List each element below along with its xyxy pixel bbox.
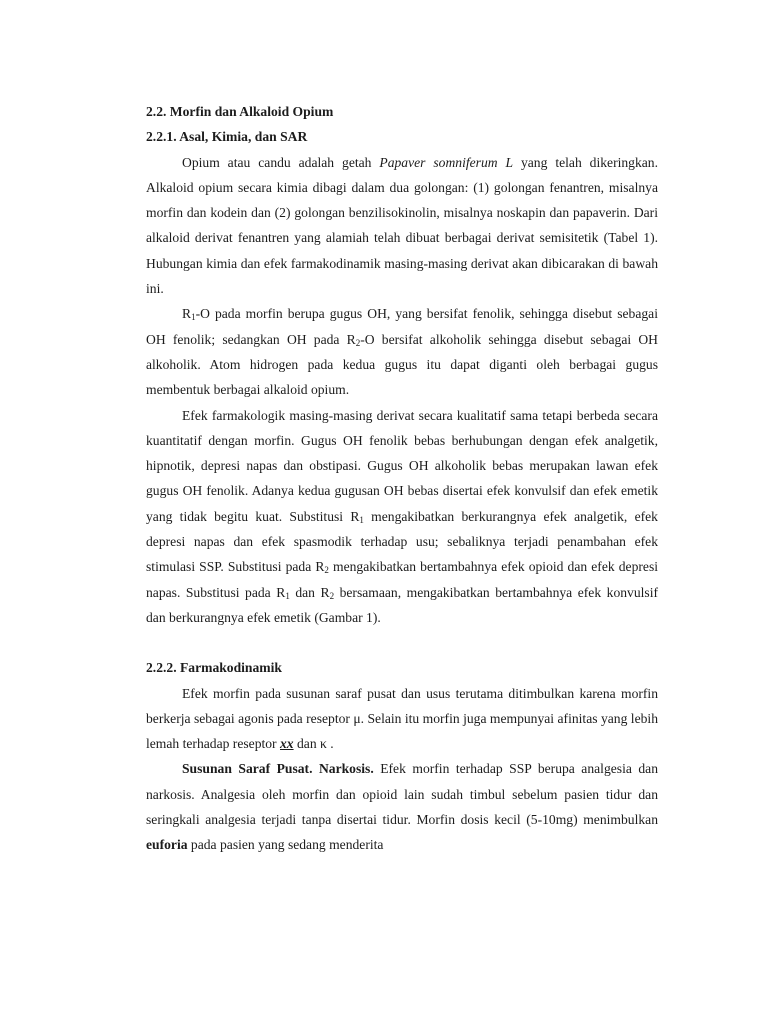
paragraph-ssp-narkosis: Susunan Saraf Pusat. Narkosis. Efek morfin terhadap SSP berupa analgesia dan narkosis. Analgesia oleh morfin dan opioid lain sudah timbul sebelum pasien tidur dan seringkali analgesia terjadi tanpa disertai tidur. Morfin dosis kecil (5-10mg) menimbulkan euforia pada pasien yang sedang menderita	[146, 761, 659, 853]
receptor-xx: xx	[280, 736, 294, 752]
document-page	[146, 99, 658, 858]
paragraph-r-groups: $R_1-O$ pada morfin berupa gugus OH, yang bersifat fenolik, sehingga disebut sebagai OH fenolik; sedangkan OH pada $R_2-O$ bersifat alkoholik sehingga disebut sebagai OH alkoholik. Atom hidrogen pada kedua gugus itu dapat diganti oleh berbagai gugus membentuk berbagai alkaloid opium.	[146, 306, 658, 398]
receptor-kappa: κ .	[320, 736, 334, 752]
paragraph-receptor: Efek morfin pada susunan saraf pusat dan usus terutama ditimbulkan karena morfin berkerja sebagai agonis pada reseptor μ. Selain itu morfin juga mempunyai afinitas yang lebih lemah terhadap reseptor xx dan κ .	[146, 685, 658, 752]
subsection-heading-asal-kimia-sar: 2.2.1. Asal, Kimia, dan SAR	[146, 129, 308, 145]
subsection-heading-farmakodinamik: 2.2.2. Farmakodinamik	[146, 660, 282, 676]
section-heading: 2.2. Morfin dan Alkaloid Opium	[146, 104, 334, 119]
species-name: Papaver somniferum L	[379, 154, 514, 170]
inline-heading-ssp: Susunan Saraf Pusat. Narkosis.	[182, 761, 374, 777]
term-euforia: euforia	[146, 837, 188, 853]
paragraph-pharmacologic-effects: Efek farmakologik masing-masing derivat secara kualitatif sama tetapi berbeda secara kuantitatif dengan morfin. Gugus OH fenolik bebas berhubungan dengan efek analgetik, hipnotik, depresi napas dan obstipasi. Gugus OH alkoholik bebas merupakan lawan efek gugus OH fenolik. Adanya kedua gugusan OH bebas disertai efek konvulsif dan efek emetik yang tidak begitu kuat. Substitusi $R_1$ mengakibatkan berkurangnya efek analgetik, efek depresi napas dan efek spasmodik terhadap usu; sebaliknya terjadi penambahan efek stimulasi SSP. Substitusi pada $R_2$ mengakibatkan bertambahnya efek opioid dan efek depresi napas. Substitusi pada $R_1$ dan $R_2$ bersamaan, mengakibatkan bertambahnya efek konvulsif dan berkurangnya efek emetik (Gambar 1).	[146, 407, 659, 625]
paragraph-opium-origin: Opium atau candu adalah getah Papaver somniferum L yang telah dikeringkan. Alkaloid opium secara kimia dibagi dalam dua golongan: (1) golongan fenantren, misalnya morfin dan kodein dan (2) golongan benzilisokinolin, misalnya noskapin dan papaverin. Dari alkaloid derivat fenantren yang alamiah telah dibuat berbagai derivat semisitetik (Tabel 1). Hubungan kimia dan efek farmakodinamik masing-masing derivat akan dibicarakan di bawah ini.	[146, 154, 658, 297]
